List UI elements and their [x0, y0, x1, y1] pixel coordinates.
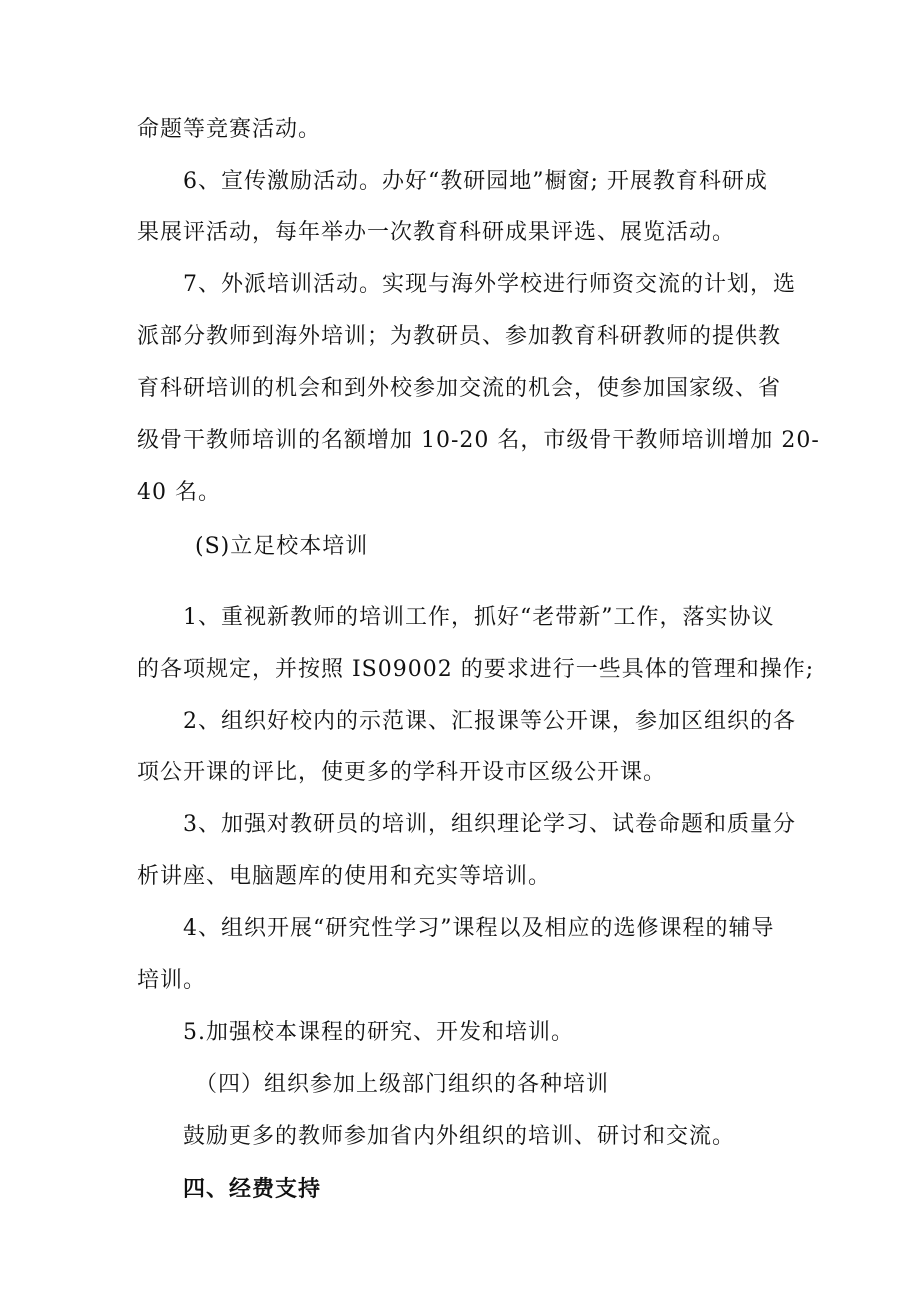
paragraph-line: 派部分教师到海外培训；为教研员、参加教育科研教师的提供教 [137, 324, 782, 349]
paragraph-line: 3、加强对教研员的培训，组织理论学习、试卷命题和质量分 [183, 812, 796, 837]
paragraph-line: 1、重视新教师的培训工作，抓好“老带新”工作，落实协议 [183, 605, 775, 630]
paragraph-line: 6、宣传激励活动。办好“教研园地”橱窗; 开展教育科研成 [183, 169, 768, 194]
paragraph-line: 40 名。 [137, 480, 221, 505]
paragraph-line: 的各项规定，并按照 IS09002 的要求进行一些具体的管理和操作; [137, 657, 815, 682]
paragraph-line: 鼓励更多的教师参加省内外组织的培训、研讨和交流。 [183, 1124, 736, 1149]
paragraph-line: 7、外派培训活动。实现与海外学校进行师资交流的计划，选 [183, 272, 796, 297]
paragraph-line: 命题等竞赛活动。 [137, 117, 322, 142]
paragraph-line: 级骨干教师培训的名额增加 10-20 名，市级骨干教师培训增加 20- [137, 428, 820, 453]
paragraph-line: 4、组织开展“研究性学习”课程以及相应的选修课程的辅导 [183, 916, 775, 941]
paragraph-line: 5.加强校本课程的研究、开发和培训。 [183, 1020, 574, 1045]
subsection-title: （四）组织参加上级部门组织的各种培训 [195, 1072, 610, 1097]
paragraph-line: 2、组织好校内的示范课、汇报课等公开课，参加区组织的各 [183, 709, 796, 734]
paragraph-line: 果展评活动，每年举办一次教育科研成果评选、展览活动。 [137, 220, 736, 245]
paragraph-line: 项公开课的评比，使更多的学科开设市区级公开课。 [137, 760, 667, 785]
paragraph-line: 析讲座、电脑题库的使用和充实等培训。 [137, 864, 552, 889]
paragraph-line: 育科研培训的机会和到外校参加交流的机会，使参加国家级、省 [137, 376, 782, 401]
paragraph-line: 培训。 [137, 968, 207, 993]
section-heading: 四、经费支持 [183, 1176, 322, 1202]
subsection-title: (S)立足校本培训 [195, 534, 369, 559]
